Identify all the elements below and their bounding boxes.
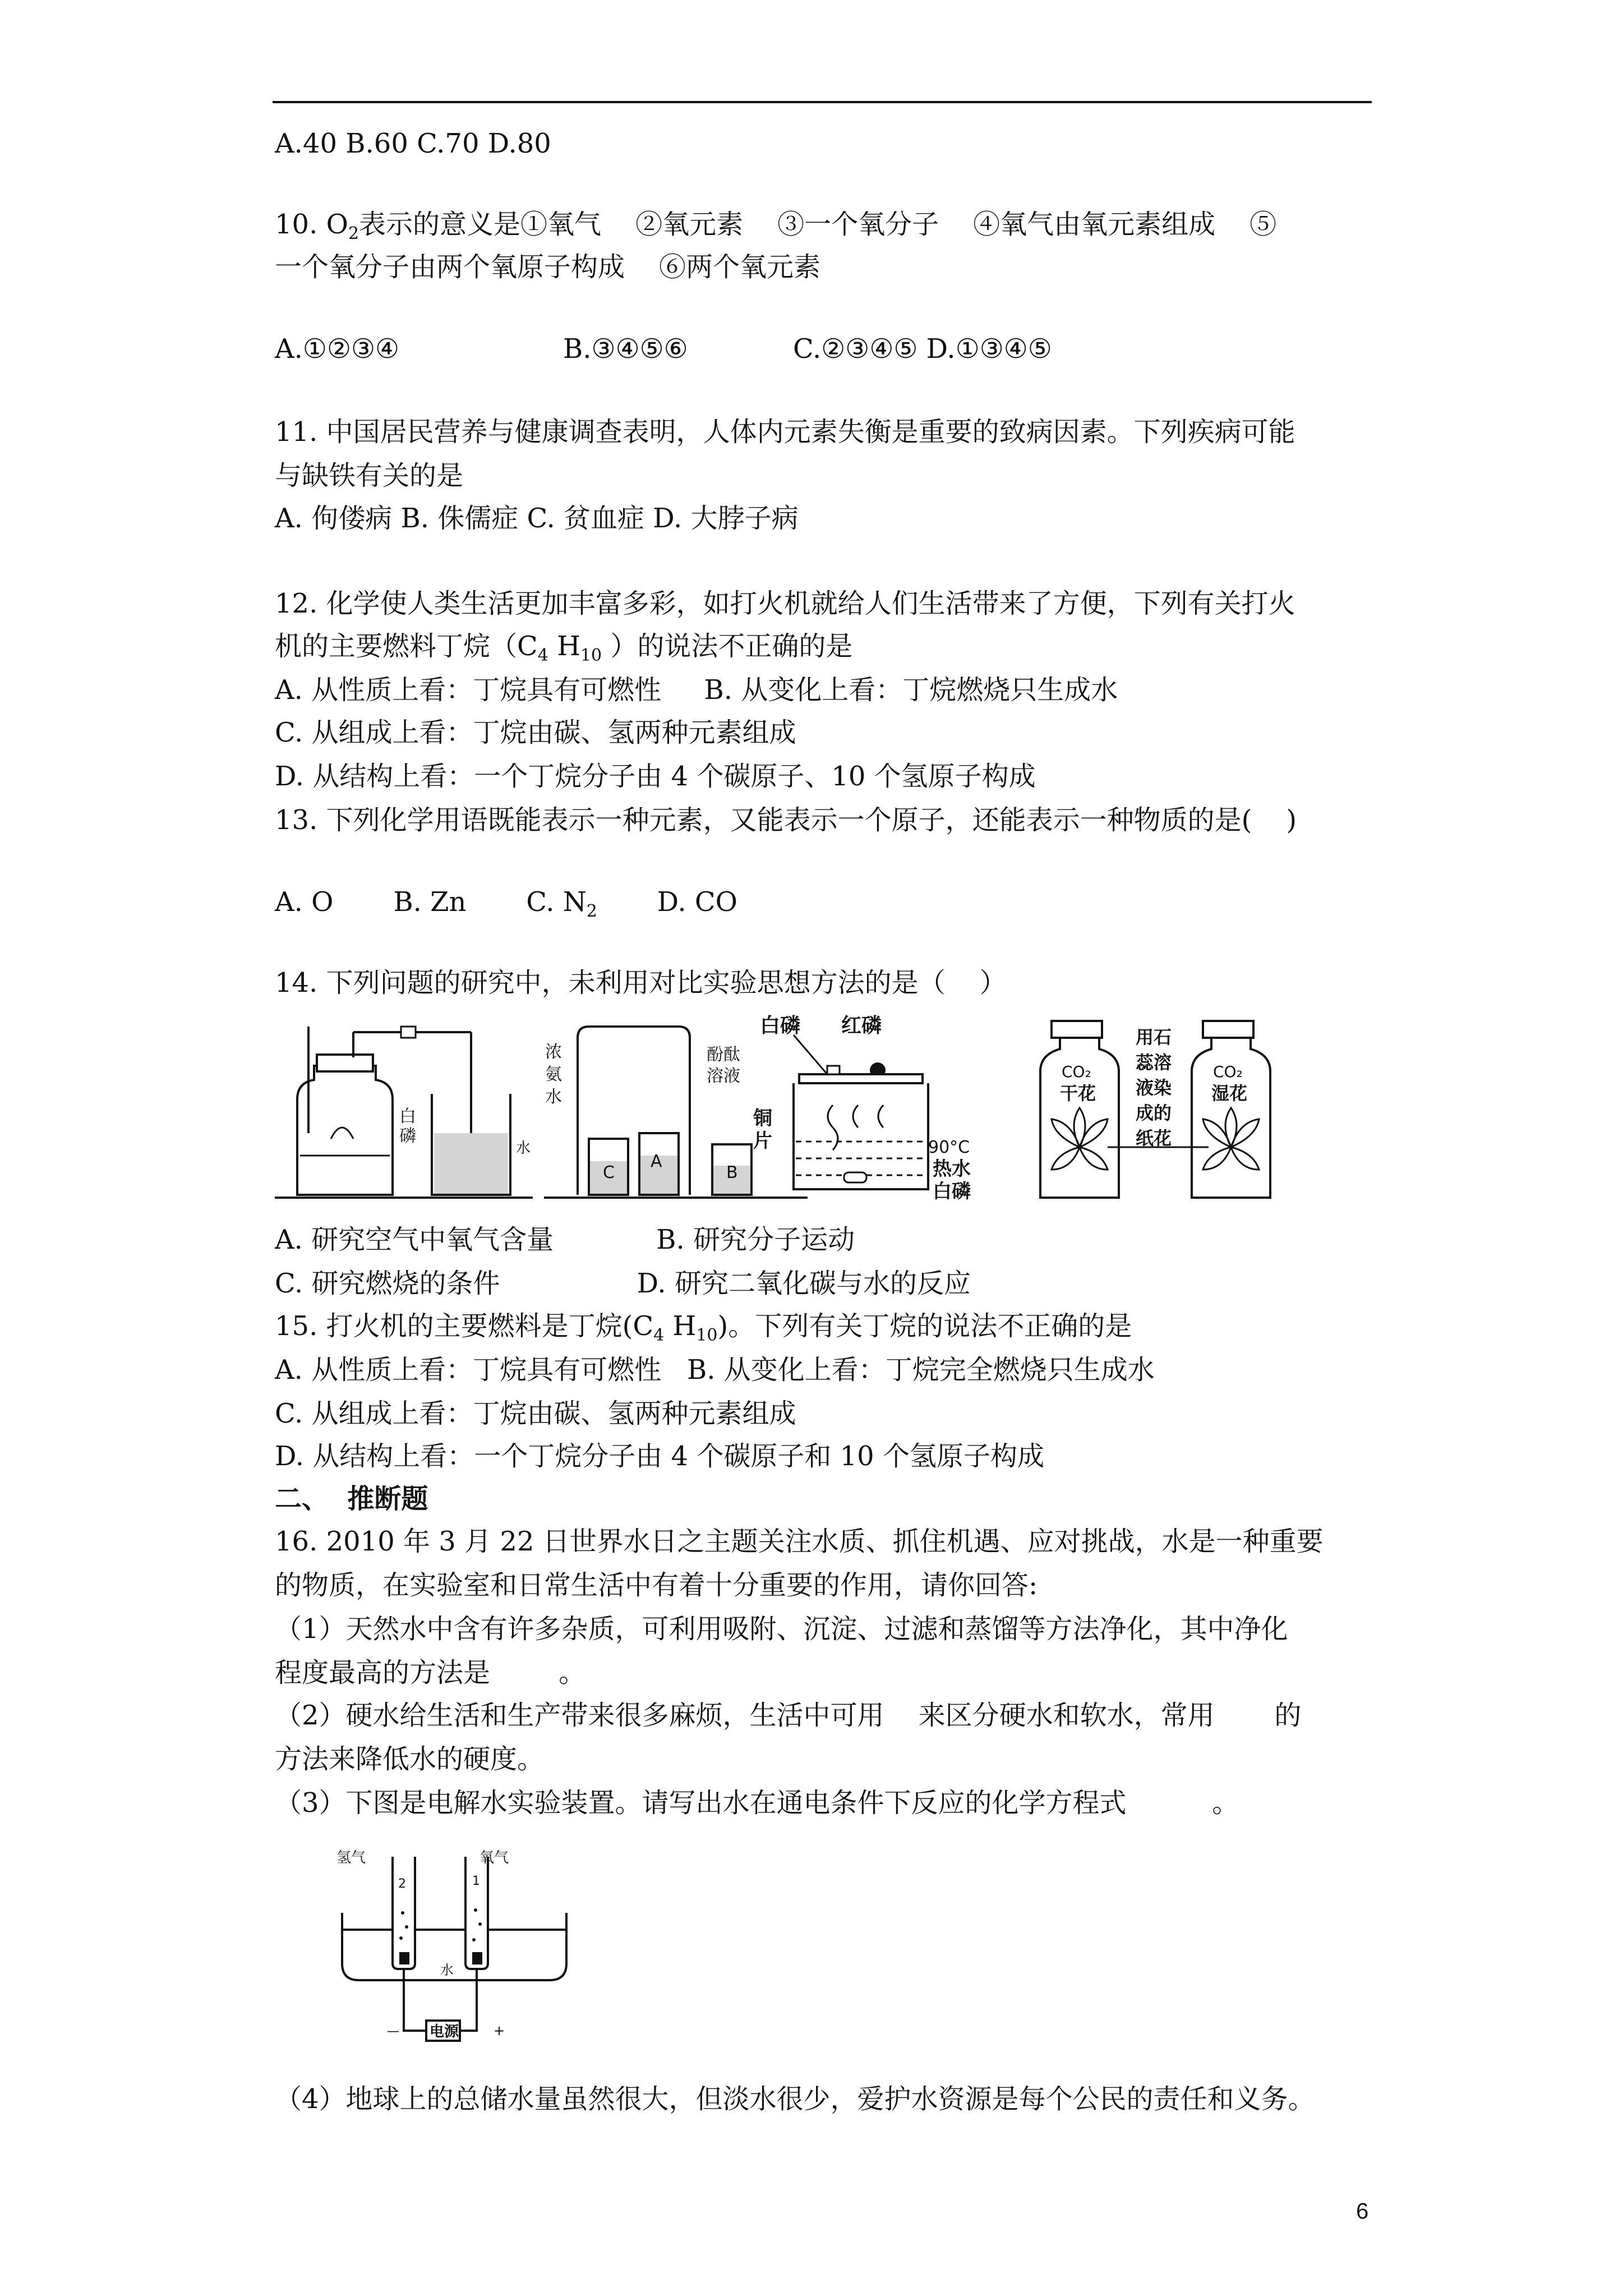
q11-options: A. 佝偻病 B. 侏儒症 C. 贫血症 D. 大脖子病 bbox=[275, 503, 799, 534]
svg-text:片: 片 bbox=[753, 1130, 772, 1152]
q11-stem-cont: 与缺铁有关的是 bbox=[275, 460, 464, 491]
q16-stem: 16. 2010 年 3 月 22 日世界水日之主题关注水质、抓住机遇、应对挑战，水是一种重要 bbox=[275, 1526, 1324, 1557]
svg-text:浓: 浓 bbox=[545, 1042, 562, 1062]
q12-option-d: D. 从结构上看：一个丁烷分子由 4 个碳原子、10 个氢原子构成 bbox=[275, 761, 1036, 792]
svg-text:液染: 液染 bbox=[1136, 1077, 1172, 1098]
q15-option-ab: A. 从性质上看：丁烷具有可燃性 B. 从变化上看：丁烷完全燃烧只生成水 bbox=[275, 1354, 1155, 1386]
q16-part2-cont: 方法来降低水的硬度。 bbox=[275, 1743, 545, 1775]
q9-options: A.40 B.60 C.70 D.80 bbox=[275, 128, 551, 159]
q15-option-c: C. 从组成上看：丁烷由碳、氢两种元素组成 bbox=[275, 1398, 796, 1429]
svg-text:1: 1 bbox=[472, 1874, 480, 1888]
svg-text:氧气: 氧气 bbox=[479, 1849, 509, 1866]
svg-text:2: 2 bbox=[398, 1877, 406, 1891]
q16-part4: （4）地球上的总储水量虽然很大，但淡水很少，爱护水资源是每个公民的责任和义务。 bbox=[275, 2083, 1315, 2115]
svg-text:铜: 铜 bbox=[753, 1107, 772, 1130]
svg-text:用石: 用石 bbox=[1136, 1027, 1172, 1048]
svg-text:磷: 磷 bbox=[399, 1126, 416, 1146]
svg-text:蕊溶: 蕊溶 bbox=[1136, 1052, 1172, 1073]
section-heading: 二、 推断题 bbox=[275, 1483, 428, 1515]
fig-combustion bbox=[753, 1010, 995, 1203]
svg-text:成的: 成的 bbox=[1136, 1102, 1172, 1124]
q12-stem-cont: 机的主要燃料丁烷（$C_4$ $H_{10}$ ）的说法不正确的是 bbox=[275, 631, 853, 665]
svg-text:A: A bbox=[651, 1152, 662, 1171]
svg-text:氢气: 氢气 bbox=[336, 1849, 366, 1866]
q13-options: A. O B. Zn C. $N_2$ D. CO bbox=[275, 886, 738, 921]
q16-part1: （1）天然水中含有许多杂质，可利用吸附、沉淀、过滤和蒸馏等方法净化，其中净化 bbox=[275, 1613, 1288, 1645]
svg-text:水: 水 bbox=[516, 1140, 531, 1157]
q16-part2: （2）硬水给生活和生产带来很多麻烦，生活中可用 来区分硬水和软水，常用 的 bbox=[275, 1700, 1302, 1731]
q10-option-cd: C.②③④⑤ D.①③④⑤ bbox=[793, 333, 1052, 365]
svg-text:水: 水 bbox=[545, 1087, 562, 1107]
q14-option-ab: A. 研究空气中氧气含量 B. 研究分子运动 bbox=[275, 1224, 855, 1255]
svg-text:水: 水 bbox=[440, 1962, 454, 1978]
svg-text:红磷: 红磷 bbox=[841, 1014, 882, 1037]
svg-text:+: + bbox=[494, 2023, 505, 2039]
svg-text:电源: 电源 bbox=[430, 2023, 459, 2040]
q15-stem: 15. 打火机的主要燃料是丁烷($C_4$ $H_{10}$)。下列有关丁烷的说法不正确的是 bbox=[275, 1310, 1132, 1345]
q10-stem-cont: 一个氧分子由两个氧原子构成 ⑥两个氧元素 bbox=[275, 251, 821, 283]
q15-option-d: D. 从结构上看：一个丁烷分子由 4 个碳原子和 10 个氢原子构成 bbox=[275, 1441, 1044, 1472]
q14-option-cd: C. 研究燃烧的条件 D. 研究二氧化碳与水的反应 bbox=[275, 1268, 971, 1299]
svg-text:干花: 干花 bbox=[1060, 1083, 1096, 1104]
fig-electrolysis bbox=[331, 1846, 578, 2047]
q10-option-a: A.①②③④ bbox=[275, 333, 400, 365]
svg-text:CO₂: CO₂ bbox=[1213, 1062, 1243, 1081]
svg-text:酚酞: 酚酞 bbox=[707, 1045, 740, 1065]
q10-stem: 10. $O_2$表示的意义是①氧气 ②氧元素 ③一个氧分子 ④氧气由氧元素组成 ⑤ bbox=[275, 209, 1277, 243]
fig-oxygen-content bbox=[275, 1021, 533, 1200]
svg-text:氨: 氨 bbox=[545, 1065, 562, 1084]
q12-option-ab: A. 从性质上看：丁烷具有可燃性 B. 从变化上看：丁烷燃烧只生成水 bbox=[275, 674, 1118, 706]
fig-co2-water bbox=[1040, 1021, 1281, 1200]
q10-option-b: B.③④⑤⑥ bbox=[563, 333, 688, 365]
q11-stem: 11. 中国居民营养与健康调查表明，人体内元素失衡是重要的致病因素。下列疾病可能 bbox=[275, 416, 1295, 448]
q12-stem: 12. 化学使人类生活更加丰富多彩，如打火机就给人们生活带来了方便，下列有关打火 bbox=[275, 588, 1295, 619]
svg-text:溶液: 溶液 bbox=[707, 1066, 740, 1086]
q12-option-c: C. 从组成上看：丁烷由碳、氢两种元素组成 bbox=[275, 717, 796, 748]
svg-text:白磷: 白磷 bbox=[760, 1014, 801, 1037]
q16-stem-cont: 的物质，在实验室和日常生活中有着十分重要的作用，请你回答: bbox=[275, 1570, 1038, 1601]
q16-part1-cont: 程度最高的方法是 。 bbox=[275, 1657, 586, 1688]
svg-text:白磷: 白磷 bbox=[933, 1180, 971, 1203]
q13-stem: 13. 下列化学用语既能表示一种元素，又能表示一个原子，还能表示一种物质的是( ) bbox=[275, 804, 1297, 836]
svg-text:C: C bbox=[603, 1163, 615, 1182]
svg-text:—: — bbox=[387, 2024, 399, 2039]
header-rule bbox=[273, 101, 1372, 103]
svg-text:纸花: 纸花 bbox=[1136, 1128, 1172, 1149]
svg-text:B: B bbox=[726, 1163, 738, 1182]
svg-text:CO₂: CO₂ bbox=[1062, 1062, 1091, 1081]
svg-text:湿花: 湿花 bbox=[1211, 1083, 1248, 1104]
q14-stem: 14. 下列问题的研究中，未利用对比实验思想方法的是（ ） bbox=[275, 967, 1007, 999]
svg-text:热水: 热水 bbox=[933, 1158, 971, 1180]
page-number: 6 bbox=[1356, 2199, 1369, 2224]
svg-text:90°C: 90°C bbox=[928, 1138, 970, 1157]
q16-part3: （3）下图是电解水实验装置。请写出水在通电条件下反应的化学方程式 。 bbox=[275, 1787, 1239, 1819]
svg-text:白: 白 bbox=[399, 1107, 416, 1126]
